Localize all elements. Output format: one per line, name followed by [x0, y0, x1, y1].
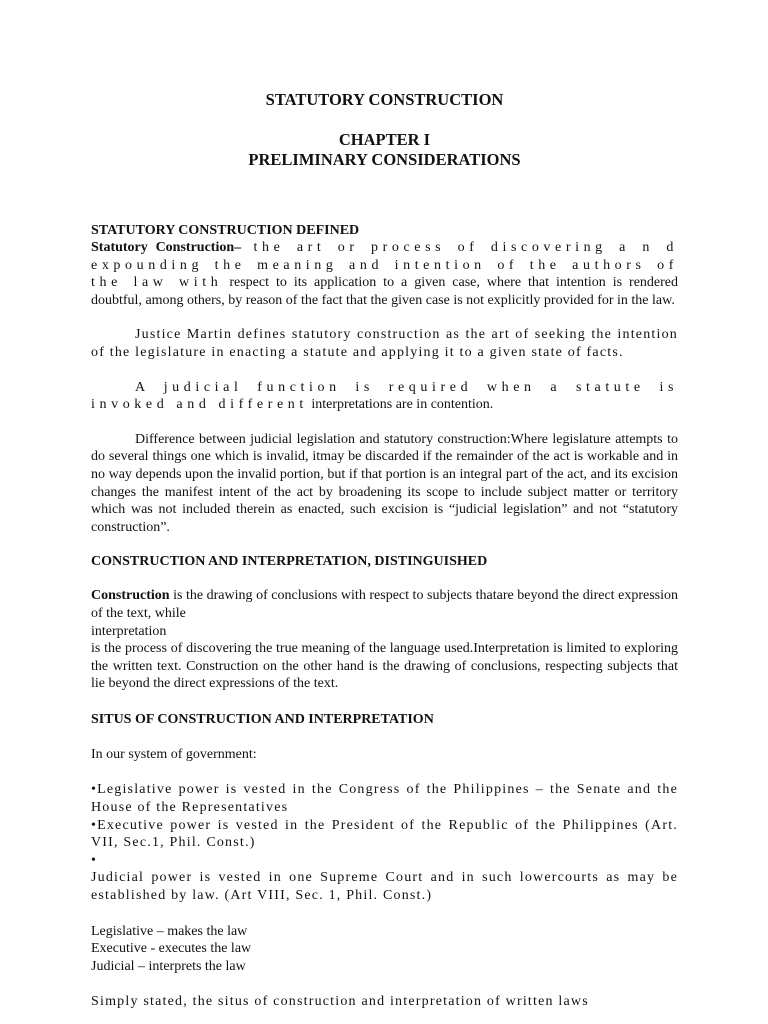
- definition-term: Statutory Construction–: [91, 240, 242, 255]
- interpretation-text: is the process of discovering the true meaning of the language used.Interpretation is limited to exploring the written text. Construction on the other hand is the drawing of conclusions, respecting subjects that lie beyond the direct expressions of the text.: [91, 641, 678, 692]
- judicial-function-paragraph: [91, 379, 678, 414]
- bullet-judicial-marker: •: [91, 852, 96, 868]
- definition-paragraph: [91, 239, 678, 309]
- definition-text-spaced: the art or process of discovering a n d expounding the meaning and intention of the authors of the law with: [91, 240, 678, 291]
- judicial-function-text-spaced: A judicial function is required when a statute is invoked and different: [91, 379, 678, 413]
- chapter-number: CHAPTER I: [338, 130, 431, 149]
- document-title: STATUTORY CONSTRUCTION: [265, 90, 504, 109]
- construction-paragraph: [91, 587, 678, 693]
- roles-list: [91, 923, 678, 976]
- interpretation-word: interpretation: [91, 623, 167, 639]
- martin-paragraph: Justice Martin defines statutory construction as the art of seeking the intention of the legislature in enacting a statute and applying it to a given state of facts.: [91, 327, 678, 360]
- judicial-power-text: Judicial power is vested in one Supreme Court and in such lowercourts as may be established by law. (Art VIII, Sec. 1, Phil. Const.): [91, 870, 678, 904]
- section-heading-situs: SITUS OF CONSTRUCTION AND INTERPRETATION: [91, 711, 434, 727]
- section-heading-distinguished: CONSTRUCTION AND INTERPRETATION, DISTINGUISHED: [91, 554, 488, 570]
- difference-paragraph: Difference between judicial legislation and statutory construction:Where legislature attempts to do several things one which is invalid, itmay be discarded if the remainder of the act is workable and in no way depends upon the invalid portion, but if that portion is an integral part of the act, and its excision changes the manifest intent of the act by broadening its scope to include subject matter or territory which was not included therein as enacted, such excision is “judicial legislation” and not “statutory construction”.: [91, 431, 678, 535]
- role-judicial: Judicial – interprets the law: [91, 958, 246, 974]
- chapter-title: PRELIMINARY CONSIDERATIONS: [248, 150, 521, 169]
- bullet-legislative: •Legislative power is vested in the Congress of the Philippines – the Senate and the House of the Representatives: [91, 782, 678, 816]
- role-executive: Executive - executes the law: [91, 941, 252, 957]
- role-legislative: Legislative – makes the law: [91, 923, 248, 939]
- section-heading-definition: STATUTORY CONSTRUCTION DEFINED: [91, 223, 360, 238]
- construction-term: Construction: [91, 588, 170, 604]
- construction-text: is the drawing of conclusions with respect to subjects thatare beyond the direct expression of the text, while: [91, 588, 678, 621]
- branches-list: [91, 781, 678, 904]
- judicial-function-text: interpretations are in contention.: [307, 397, 494, 413]
- definition-text: respect to its application to a given case, where that intention is rendered doubtful, among others, by reason of the fact that the given case is not explicitly provided for in the law.: [91, 275, 679, 308]
- bullet-executive: •Executive power is vested in the President of the Republic of the Philippines (Art. VII, Sec.1, Phil. Const.): [91, 817, 678, 851]
- simply-stated-paragraph: Simply stated, the situs of construction and interpretation of written laws: [91, 994, 589, 1010]
- system-intro: In our system of government:: [91, 746, 257, 762]
